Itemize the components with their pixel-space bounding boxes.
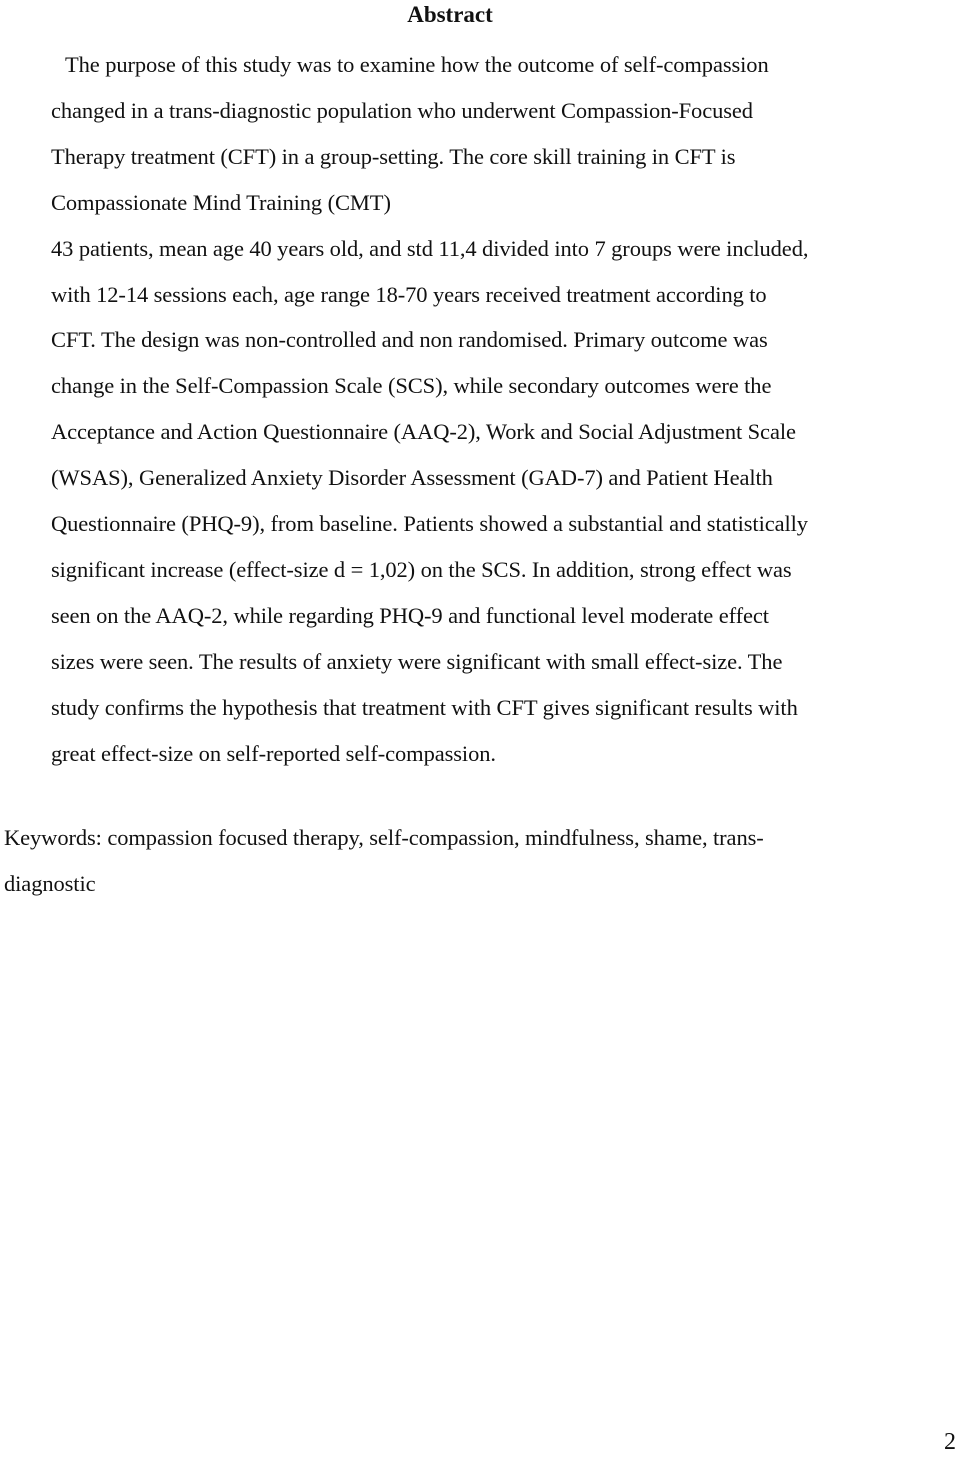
abstract-line: significant increase (effect-size d = 1,02) on the SCS. In addition, strong effect was: [51, 556, 792, 582]
abstract-line: 43 patients, mean age 40 years old, and std 11,4 divided into 7 groups were included,: [51, 235, 809, 261]
abstract-line: study confirms the hypothesis that treatment with CFT gives significant results with: [51, 694, 798, 720]
abstract-line: (WSAS), Generalized Anxiety Disorder Assessment (GAD-7) and Patient Health: [51, 465, 773, 491]
abstract-line: great effect-size on self-reported self-compassion.: [51, 740, 496, 766]
abstract-line: Acceptance and Action Questionnaire (AAQ-2), Work and Social Adjustment Scale: [51, 419, 796, 445]
abstract-line: The purpose of this study was to examine how the outcome of self-compassion: [65, 52, 769, 77]
abstract-line: Questionnaire (PHQ-9), from baseline. Patients showed a substantial and statistically: [51, 511, 808, 537]
abstract-line: Therapy treatment (CFT) in a group-setting. The core skill training in CFT is: [51, 143, 736, 169]
abstract-line: change in the Self-Compassion Scale (SCS), while secondary outcomes were the: [51, 373, 772, 399]
abstract-line: CFT. The design was non-controlled and non randomised. Primary outcome was: [51, 327, 768, 353]
abstract-line: seen on the AAQ-2, while regarding PHQ-9 and functional level moderate effect: [51, 602, 769, 628]
abstract-line: with 12-14 sessions each, age range 18-70 years received treatment according to: [51, 281, 767, 307]
keywords-paragraph: [4, 815, 944, 907]
abstract-heading: Abstract: [407, 2, 493, 27]
keywords-line: diagnostic: [4, 870, 96, 896]
abstract-paragraph: [51, 42, 956, 777]
abstract-line: changed in a trans-diagnostic population who underwent Compassion-Focused: [51, 97, 753, 123]
abstract-line: sizes were seen. The results of anxiety were significant with small effect-size. The: [51, 648, 783, 674]
page-number: 2: [944, 1429, 956, 1455]
keywords-line: Keywords: compassion focused therapy, self-compassion, mindfulness, shame, trans-: [4, 825, 764, 850]
abstract-line: Compassionate Mind Training (CMT): [51, 189, 391, 215]
